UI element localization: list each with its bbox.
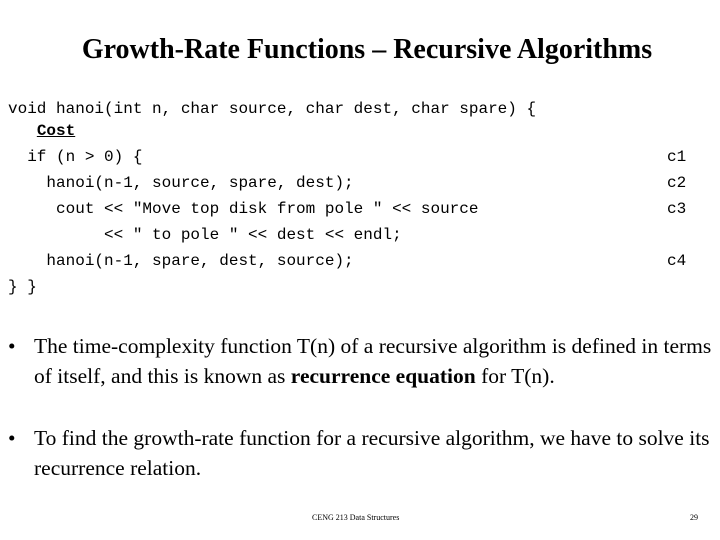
code-line-closing: } } [8, 278, 37, 296]
cost-c4: c4 [667, 252, 687, 270]
bullet-text-before: The time-complexity function T(n) of a recursive algorithm is defined in terms of itself, and this is known as [34, 334, 712, 388]
cost-c1: c1 [667, 148, 687, 166]
cost-c3: c3 [667, 200, 687, 218]
code-line-second-call: hanoi(n-1, spare, dest, source); [8, 252, 354, 270]
code-line-first-call: hanoi(n-1, source, spare, dest); [8, 174, 354, 192]
code-line-if: if (n > 0) { [8, 148, 143, 166]
cost-c2: c2 [667, 174, 687, 192]
recurrence-equation-term: recurrence equation [290, 364, 476, 388]
code-line-cout: cout << "Move top disk from pole " << source [8, 200, 479, 218]
cost-header: Cost [36, 122, 76, 140]
bullet-marker: • [8, 426, 16, 450]
bullet-text-after: for T(n). [475, 364, 555, 388]
code-line-signature: void hanoi(int n, char source, char dest, char spare) { [8, 100, 537, 118]
cost-header-line [8, 121, 75, 141]
bullet-text [34, 331, 714, 391]
slide-title: Growth-Rate Functions – Recursive Algorithms [81, 34, 653, 65]
footer-page-number: 29 [690, 513, 698, 522]
bullet-text: To find the growth-rate function for a recursive algorithm, we have to solve its recurrence relation. [34, 426, 710, 480]
cost-header-indent [8, 122, 37, 140]
footer-course: CENG 213 Data Structures [312, 513, 400, 522]
bullet-marker: • [8, 334, 16, 358]
code-line-cout-cont: << " to pole " << dest << endl; [8, 226, 402, 244]
bullet-solve-recurrence [8, 423, 714, 483]
bullet-recurrence-definition [8, 331, 714, 391]
